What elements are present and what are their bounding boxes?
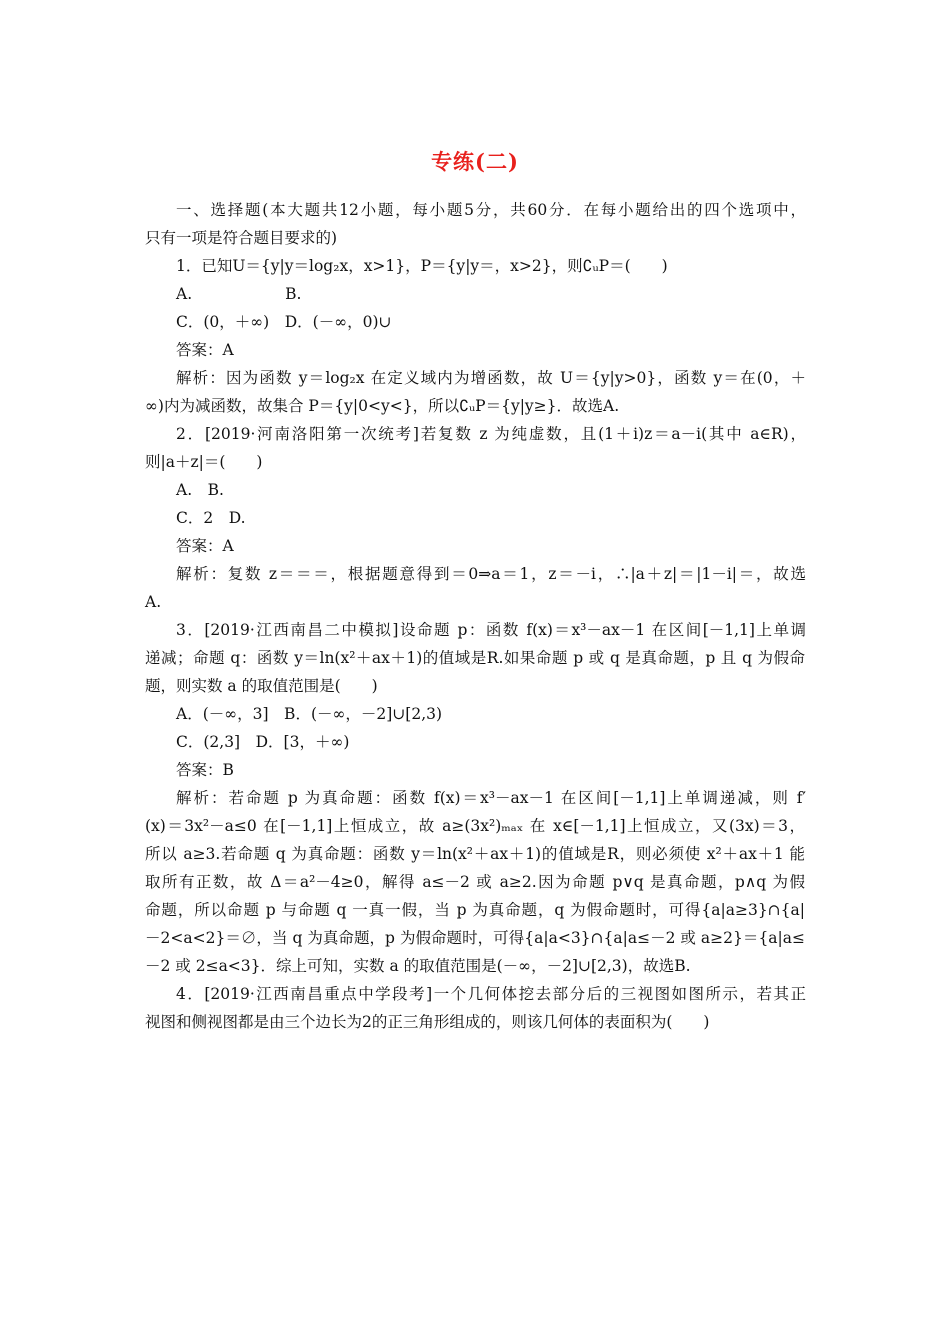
question-2-stem-line-1: 2．[2019·河南洛阳第一次统考]若复数 z 为纯虚数，且(1＋i)z＝a－i(其中 a∈R)， (176, 425, 806, 443)
question-4-stem-line-1: 4．[2019·江西南昌重点中学段考]一个几何体挖去部分后的三视图如图所示，若其正 (176, 985, 806, 1003)
question-3-analysis-line-3: 所以 a≥3.若命题 q 为真命题：函数 y＝ln(x²＋ax＋1)的值域是R，则必须使 x²＋ax＋1 能 (145, 845, 805, 863)
section-heading-line-2: 只有一项是符合题目要求的) (145, 229, 338, 247)
question-1-analysis-line-2: ∞)内为减函数，故集合 P＝{y|0<y<}，所以∁ᵤP＝{y|y≥}．故选A. (145, 397, 620, 415)
question-2-options-ab: A. B. (176, 481, 224, 499)
question-2-stem-line-2: 则|a＋z|＝( ) (145, 453, 263, 471)
question-1-options-cd: C．(0，＋∞) D．(－∞，0)∪ (176, 313, 392, 331)
question-1-answer: 答案：A (176, 341, 234, 359)
question-3-options-ab: A．(－∞，3] B．(－∞，－2]∪[2,3) (176, 705, 443, 723)
question-3-analysis-line-5: 命题，所以命题 p 与命题 q 一真一假，当 p 为真命题，q 为假命题时，可得{a|a≥3}∩{a| (145, 901, 805, 919)
question-3-analysis-line-4: 取所有正数，故 Δ＝a²－4≥0，解得 a≤－2 或 a≥2.因为命题 p∨q 是真命题，p∧q 为假 (145, 873, 805, 891)
question-3-analysis-line-7: －2 或 2≤a<3}．综上可知，实数 a 的取值范围是(－∞，－2]∪[2,3)，故选B. (145, 957, 691, 975)
section-heading-line-1: 一、选择题(本大题共12小题，每小题5分，共60分．在每小题给出的四个选项中， (176, 201, 806, 219)
question-1-analysis-line-1: 解析：因为函数 y＝log₂x 在定义域内为增函数，故 U＝{y|y>0}，函数 y＝在(0，＋ (176, 369, 806, 387)
question-2-options-cd: C．2 D. (176, 509, 246, 527)
question-3-stem-line-1: 3．[2019·江西南昌二中模拟]设命题 p：函数 f(x)＝x³－ax－1 在区间[－1,1]上单调 (176, 621, 806, 639)
question-3-stem-line-2: 递减；命题 q：函数 y＝ln(x²＋ax＋1)的值域是R.如果命题 p 或 q 是真命题，p 且 q 为假命 (145, 649, 805, 667)
question-3-answer: 答案：B (176, 761, 234, 779)
page-title: 专练(二) (431, 149, 519, 174)
question-3-analysis-line-6: －2<a<2}＝∅，当 q 为真命题，p 为假命题时，可得{a|a<3}∩{a|a≤－2 或 a≥2}＝{a|a≤ (145, 929, 805, 947)
question-2-analysis-line-2: A. (145, 593, 162, 611)
question-3-options-cd: C．(2,3] D．[3，＋∞) (176, 733, 350, 751)
question-2-analysis-line-1: 解析：复数 z＝＝＝，根据题意得到＝0⇒a＝1，z＝－i，∴|a＋z|＝|1－i|＝，故选 (176, 565, 806, 583)
question-3-stem-line-3: 题，则实数 a 的取值范围是( ) (145, 677, 378, 695)
question-1-options-ab: A. B. (176, 285, 302, 303)
question-2-answer: 答案：A (176, 537, 234, 555)
question-4-stem-line-2: 视图和侧视图都是由三个边长为2的正三角形组成的，则该几何体的表面积为( ) (145, 1013, 710, 1031)
question-1-stem: 1．已知U＝{y|y＝log₂x，x>1}，P＝{y|y＝，x>2}，则∁ᵤP＝( ) (176, 257, 668, 275)
question-3-analysis-line-1: 解析：若命题 p 为真命题：函数 f(x)＝x³－ax－1 在区间[－1,1]上单调递减，则 f′ (176, 789, 806, 807)
question-3-analysis-line-2: (x)＝3x²－a≤0 在[－1,1]上恒成立，故 a≥(3x²)ₘₐₓ 在 x∈[－1,1]上恒成立，又(3x)＝3， (145, 817, 805, 835)
